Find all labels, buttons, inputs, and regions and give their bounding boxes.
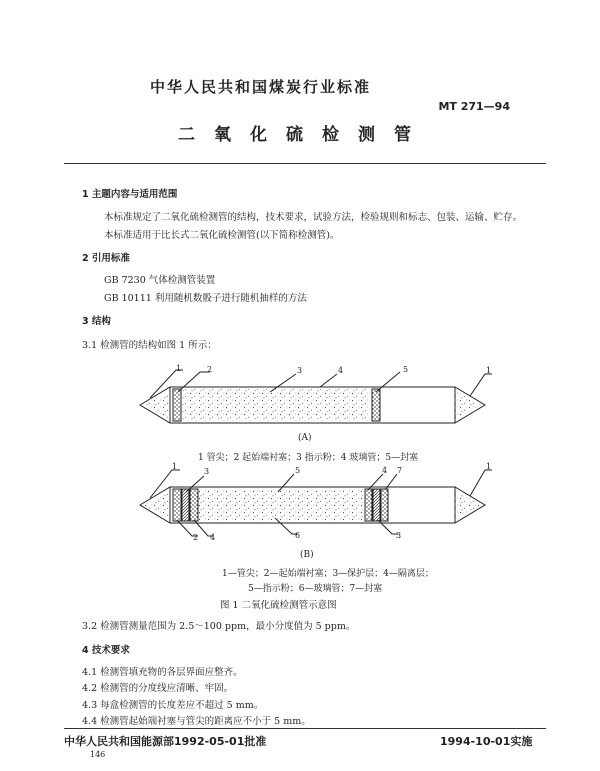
callout-b-top-5: 7 xyxy=(397,466,403,475)
reference-gb10111: GB 10111 利用随机数骰子进行随机抽样的方法 xyxy=(104,293,307,304)
section-1-paragraph-1: 本标准规定了二氧化硫检测管的结构，技术要求，试验方法，检验规则和标志、包装、运输、贮存。 xyxy=(104,212,523,223)
reference-gb7230: GB 7230 气体检测管装置 xyxy=(104,275,216,286)
callout-a-1: 1 xyxy=(176,364,182,373)
figure-b-legend-line-1: 1—管尖；2—起始端衬塞；3—保护层；4—隔离层； xyxy=(222,569,434,579)
callout-b-top-4: 4 xyxy=(382,466,388,475)
callout-b-bottom-3: 6 xyxy=(295,531,301,540)
callout-a-3: 3 xyxy=(297,366,303,375)
clause-4-3: 4.3 每盒检测管的长度差应不超过 5 mm。 xyxy=(82,700,264,711)
callout-b-top-3: 5 xyxy=(295,466,301,475)
effective-date: 1994-10-01实施 xyxy=(440,735,533,748)
page-title: 二氧化硫检测管 xyxy=(178,125,430,145)
tube-a xyxy=(140,370,492,423)
clause-4-1: 4.1 检测管填充物的各层界面应整齐。 xyxy=(82,667,243,678)
figure-a-label: (A) xyxy=(298,433,312,443)
figure-b-label: (B) xyxy=(300,550,314,560)
clause-4-4: 4.4 检测管起始端衬塞与管尖的距离应不小于 5 mm。 xyxy=(82,716,311,727)
section-4-title: 4 技术要求 xyxy=(82,645,130,656)
footer-rule xyxy=(64,728,546,729)
callout-b-bottom-2: 4 xyxy=(210,533,216,542)
clause-4-2: 4.2 检测管的分度线应清晰、牢固。 xyxy=(82,683,234,694)
section-1-paragraph-2: 本标准适用于比长式二氧化硫检测管(以下简称检测管)。 xyxy=(104,230,340,241)
callout-a-6: 1 xyxy=(486,366,492,375)
callout-b-bottom-4: 3 xyxy=(396,531,402,540)
callout-b-top-6: 1 xyxy=(486,462,492,471)
figure-a-legend: 1 管尖；2 起始端衬塞；3 指示粉；4 玻璃管；5—封塞 xyxy=(198,453,419,463)
callout-b-bottom-1: 2 xyxy=(193,533,199,542)
section-3-title: 3 结构 xyxy=(82,316,111,327)
issuing-organization: 中华人民共和国煤炭行业标准 xyxy=(150,78,372,96)
clause-3-2: 3.2 检测管测量范围为 2.5～100 ppm，最小分度值为 5 ppm。 xyxy=(82,621,356,632)
callout-b-top-1: 1 xyxy=(172,462,178,471)
callout-a-4: 4 xyxy=(338,366,344,375)
callout-a-5: 5 xyxy=(403,365,409,374)
section-2-title: 2 引用标准 xyxy=(82,253,130,264)
approval-line: 中华人民共和国能源部1992-05-01批准 xyxy=(64,735,267,748)
standard-code: MT 271—94 xyxy=(438,100,510,113)
callout-a-2: 2 xyxy=(207,365,213,374)
figure-caption: 图 1 二氧化硫检测管示意图 xyxy=(220,600,337,611)
figure-b-legend-line-2: 5—指示粉；6—玻璃管；7—封塞 xyxy=(248,584,383,594)
clause-3-1: 3.1 检测管的结构如图 1 所示： xyxy=(82,340,217,351)
page-number: 146 xyxy=(90,750,106,759)
section-1-title: 1 主题内容与适用范围 xyxy=(82,189,178,200)
callout-b-top-2: 3 xyxy=(204,467,210,476)
tube-b xyxy=(140,470,492,536)
